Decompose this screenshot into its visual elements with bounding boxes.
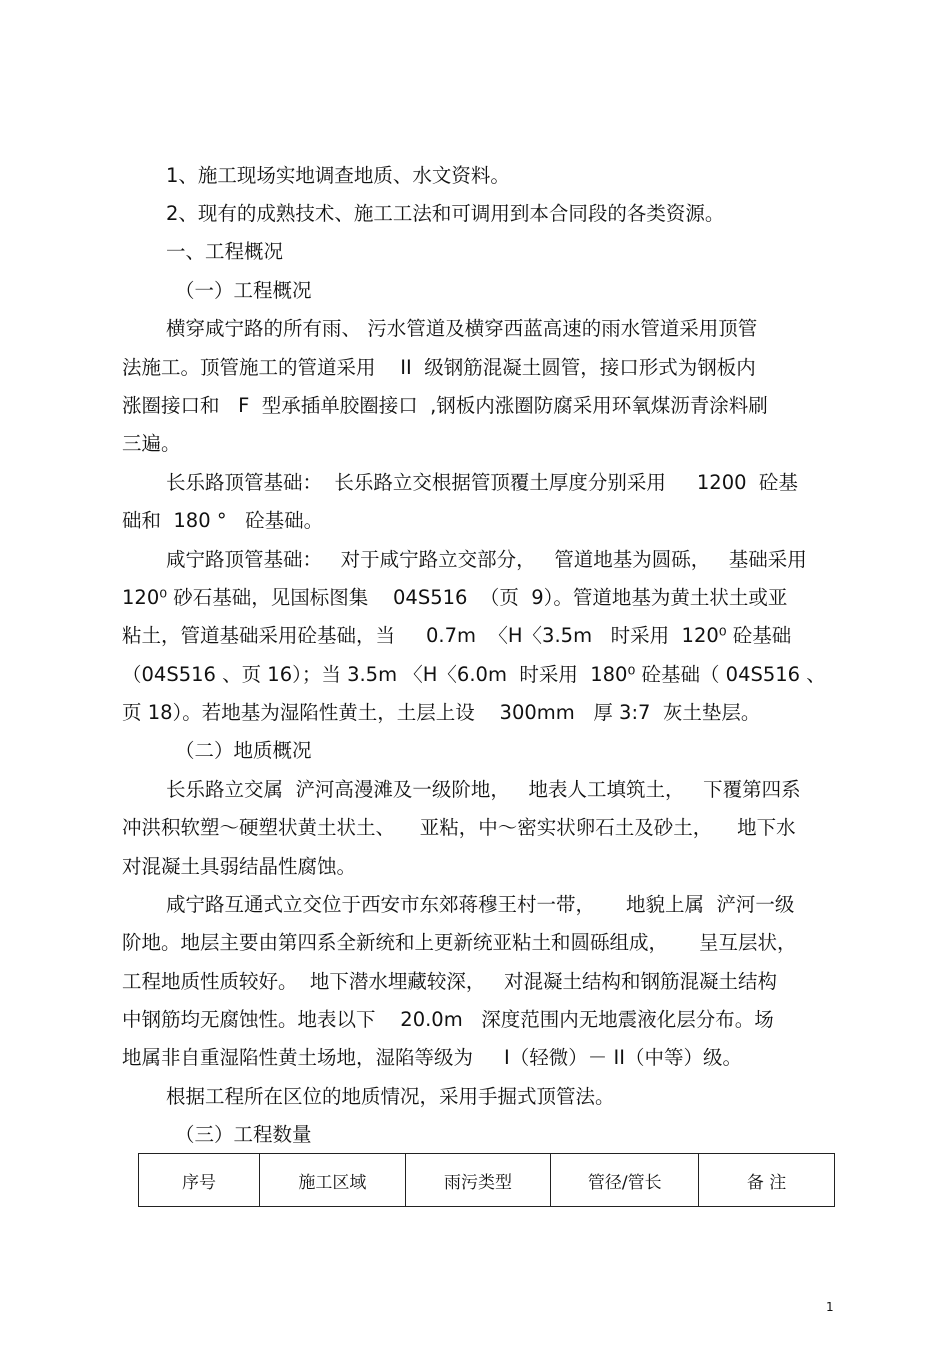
paragraph-line: 对混凝土具弱结晶性腐蚀。 <box>122 855 357 878</box>
list-item-1: 1、施工现场实地调查地质、水文资料。 <box>166 164 510 187</box>
table-header-cell: 管径/管长 <box>551 1154 699 1207</box>
paragraph-line: 粘土，管道基础采用砼基础，当 0.7m 〈H〈3.5m 时采用 120⁰ 砼基础 <box>122 624 792 647</box>
paragraph-line: 工程地质性质较好。 地下潜水埋藏较深， 对混凝土结构和钢筋混凝土结构 <box>122 970 777 993</box>
table-header-cell: 序号 <box>139 1154 260 1207</box>
paragraph-line: 地属非自重湿陷性黄土场地，湿陷等级为 I（轻微）－ II（中等）级。 <box>122 1046 742 1069</box>
paragraph-line: 涨圈接口和 F 型承插单胶圈接口 ,钢板内涨圈防腐采用环氧煤沥青涂料刷 <box>122 394 768 417</box>
table-header-row <box>139 1154 835 1207</box>
paragraph-line: 长乐路立交属 浐河高漫滩及一级阶地， 地表人工填筑土， 下覆第四系 <box>166 778 801 801</box>
subsection-heading-2: （二）地质概况 <box>175 739 312 762</box>
section-heading-1: 一、工程概况 <box>166 240 284 263</box>
paragraph-line: 础和 180 ° 砼基础。 <box>122 509 324 532</box>
quantity-table <box>138 1153 835 1207</box>
table-header-cell: 施工区域 <box>259 1154 405 1207</box>
subsection-heading-1: （一）工程概况 <box>175 279 312 302</box>
table-header-cell: 备 注 <box>699 1154 835 1207</box>
paragraph-line: 横穿咸宁路的所有雨、 污水管道及横穿西蓝高速的雨水管道采用顶管 <box>166 317 758 340</box>
paragraph-line: 咸宁路互通式立交位于西安市东郊蒋穆王村一带， 地貌上属 浐河一级 <box>166 893 795 916</box>
paragraph-line: 页 18）。若地基为湿陷性黄土，土层上设 300mm 厚 3:7 灰土垫层。 <box>122 701 761 724</box>
paragraph-line: 120⁰ 砂石基础，见国标图集 04S516 （页 9）。管道地基为黄土状土或亚 <box>122 586 788 609</box>
paragraph-line: 阶地。地层主要由第四系全新统和上更新统亚粘土和圆砾组成， 呈互层状， <box>122 931 797 954</box>
list-item-2: 2、现有的成熟技术、施工工法和可调用到本合同段的各类资源。 <box>166 202 725 225</box>
subsection-heading-3: （三）工程数量 <box>175 1123 312 1146</box>
paragraph-line: 咸宁路顶管基础： 对于咸宁路立交部分， 管道地基为圆砾， 基础采用 <box>166 548 807 571</box>
paragraph-line: 根据工程所在区位的地质情况，采用手掘式顶管法。 <box>166 1085 615 1108</box>
paragraph-line: 长乐路顶管基础： 长乐路立交根据管顶覆土厚度分别采用 1200 砼基 <box>166 471 798 494</box>
table-header-cell: 雨污类型 <box>405 1154 551 1207</box>
paragraph-line: 中钢筋均无腐蚀性。地表以下 20.0m 深度范围内无地震液化层分布。场 <box>122 1008 774 1031</box>
page-number: 1 <box>826 1300 834 1314</box>
paragraph-line: 三遍。 <box>122 432 181 455</box>
paragraph-line: （04S516 、页 16）；当 3.5m 〈H〈6.0m 时采用 180⁰ 砼基础（ 04S516 、 <box>122 663 826 686</box>
paragraph-line: 冲洪积软塑～硬塑状黄土状土、 亚粘，中～密实状卵石土及砂土， 地下水 <box>122 816 796 839</box>
paragraph-line: 法施工。顶管施工的管道采用 II 级钢筋混凝土圆管，接口形式为钢板内 <box>122 356 756 379</box>
